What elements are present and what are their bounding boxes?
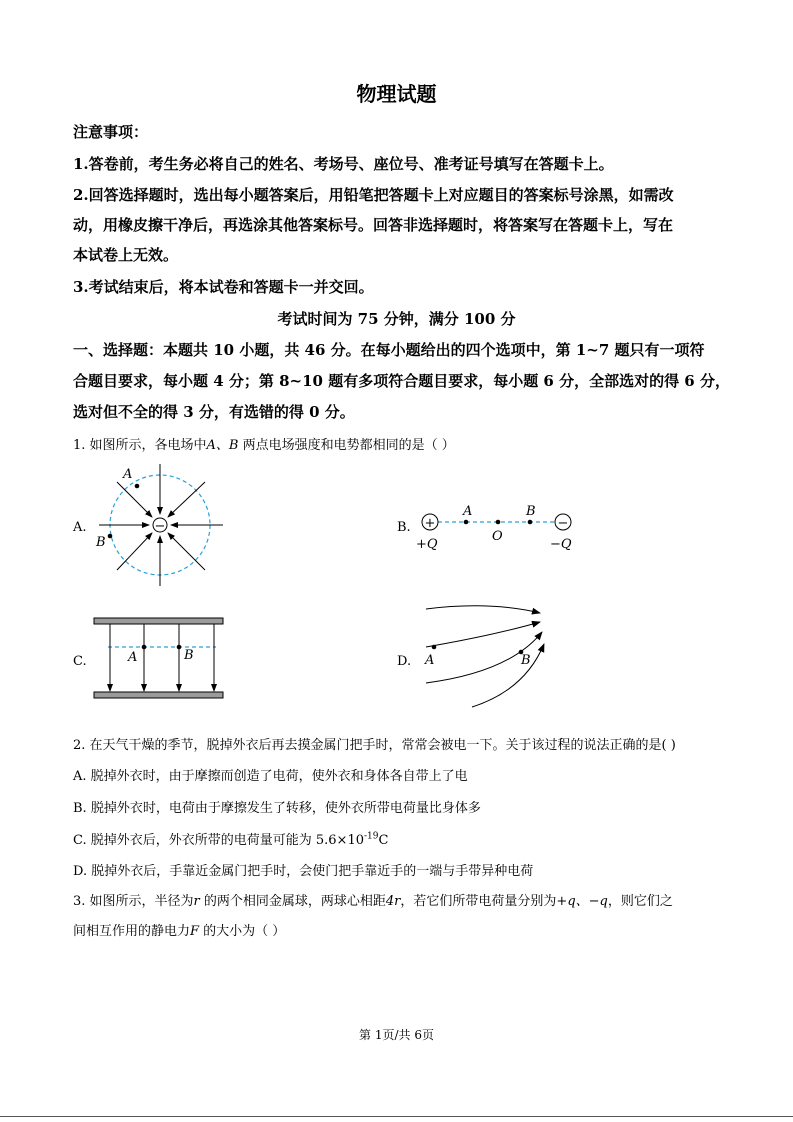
label-a: A (128, 650, 138, 665)
page-footer: 第 1页/共 6页 (359, 1028, 434, 1042)
q3-line-1 (73, 890, 673, 909)
field-line (117, 533, 152, 570)
field-line (426, 622, 540, 647)
q3-var-4r: 4r (385, 894, 401, 909)
q2-option-d: D. 脱掉外衣后，手靠近金属门把手时，会使门把手靠近手的一端与手带异种电荷 (73, 864, 534, 879)
negative-charge-sign: − (154, 519, 166, 534)
q2-option-c-unit: C (378, 833, 389, 848)
q2-stem: 2. 在天气干燥的季节，脱掉外衣后再去摸金属门把手时，常常会被电一下。关于该过程的说法正确的是( ) (73, 738, 676, 753)
negative-charge-sign: − (557, 516, 569, 531)
notice-line-1: 1.答卷前，考生务必将自己的姓名、考场号、座位号、准考证号填写在答题卡上。 (73, 155, 614, 173)
q3-text: ，则它们之 (607, 894, 673, 909)
field-line (117, 482, 152, 517)
notice-line-5: 3.考试结束后，将本试卷和答题卡一并交回。 (73, 278, 374, 296)
q3-text: 间相互作用的静电力 (73, 924, 191, 939)
notice-line-4: 本试卷上无效。 (73, 246, 179, 264)
positive-charge-sign: + (424, 516, 436, 531)
right-charge-label: −Q (550, 537, 572, 552)
point-a (464, 520, 469, 525)
page-title: 物理试题 (356, 82, 437, 106)
q2-option-b: B. 脱掉外衣时，电荷由于摩擦发生了转移，使外衣所带电荷量比身体多 (73, 801, 481, 816)
label-a: A (463, 504, 473, 519)
q1-option-c-diagram (92, 614, 228, 706)
section1-line-3: 选对但不全的得 3 分，有选错的得 0 分。 (73, 403, 355, 421)
point-a (135, 484, 140, 489)
label-b: B (521, 653, 531, 668)
label-b: B (96, 535, 106, 550)
q1-option-a-letter: A. (73, 520, 87, 535)
q1-stem-vars: A、B (206, 438, 239, 453)
notice-line-2: 2.回答选择题时，选出每小题答案后，用铅笔把答题卡上对应题目的答案标号涂黑，如需改 (73, 186, 674, 204)
bottom-plate (94, 692, 223, 698)
q3-var-charges: +q、−q (556, 894, 608, 909)
field-line (426, 606, 540, 613)
point-o (496, 520, 501, 525)
label-o: O (492, 529, 503, 544)
q3-text: 的两个相同金属球，两球心相距 (199, 894, 386, 909)
q3-text: 的大小为（ ） (199, 924, 286, 939)
q1-option-b-diagram (412, 498, 582, 558)
label-b: B (184, 648, 194, 663)
q3-var-r: r (193, 894, 200, 909)
q2-option-c-text: C. 脱掉外衣后，外衣所带的电荷量可能为 5.6×10 (73, 833, 364, 848)
notice-line-3: 动，用橡皮擦干净后，再选涂其他答案标号。回答非选择题时，将答案写在答题卡上，写在 (73, 216, 674, 234)
label-b: B (526, 504, 536, 519)
bottom-border (0, 1116, 793, 1117)
section1-line-2: 合题目要求，每小题 4 分；第 8~10 题有多项符合题目要求，每小题 6 分，全部选对的得 6 分， (73, 372, 730, 390)
q1-stem-before: 1. 如图所示，各电场中 (73, 438, 207, 453)
exam-time: 考试时间为 75 分钟，满分 100 分 (277, 310, 516, 328)
q1-option-a-diagram (95, 462, 235, 592)
point-b (177, 645, 182, 650)
q1-option-d-diagram (420, 600, 560, 712)
q1-option-c-letter: C. (73, 654, 87, 669)
label-a: A (425, 653, 435, 668)
q3-text: ，若它们所带电荷量分别为 (400, 894, 557, 909)
q2-option-a: A. 脱掉外衣时，由于摩擦而创造了电荷，使外衣和身体各自带上了电 (73, 769, 468, 784)
field-line (168, 533, 205, 570)
notice-heading: 注意事项： (73, 123, 149, 141)
q1-option-b-letter: B. (397, 520, 411, 535)
q1-option-d-letter: D. (397, 654, 412, 669)
field-line (472, 644, 544, 707)
point-b (528, 520, 533, 525)
label-a: A (123, 467, 133, 482)
point-a (432, 645, 437, 650)
point-b (108, 534, 113, 539)
section1-line-1: 一、选择题：本题共 10 小题，共 46 分。在每小题给出的四个选项中，第 1~7 题只有一项符 (73, 341, 705, 359)
field-line (168, 482, 205, 517)
q3-line-2 (73, 920, 285, 939)
point-a (142, 645, 147, 650)
q2-option-c-exponent: -19 (364, 831, 379, 842)
q1-stem (73, 434, 455, 453)
top-plate (94, 618, 223, 624)
left-charge-label: +Q (416, 537, 438, 552)
q3-var-f: F (190, 924, 200, 939)
q3-text: 3. 如图所示，半径为 (73, 894, 194, 909)
q1-stem-after: 两点电场强度和电势都相同的是（ ） (238, 438, 455, 453)
q2-option-c (73, 829, 388, 848)
